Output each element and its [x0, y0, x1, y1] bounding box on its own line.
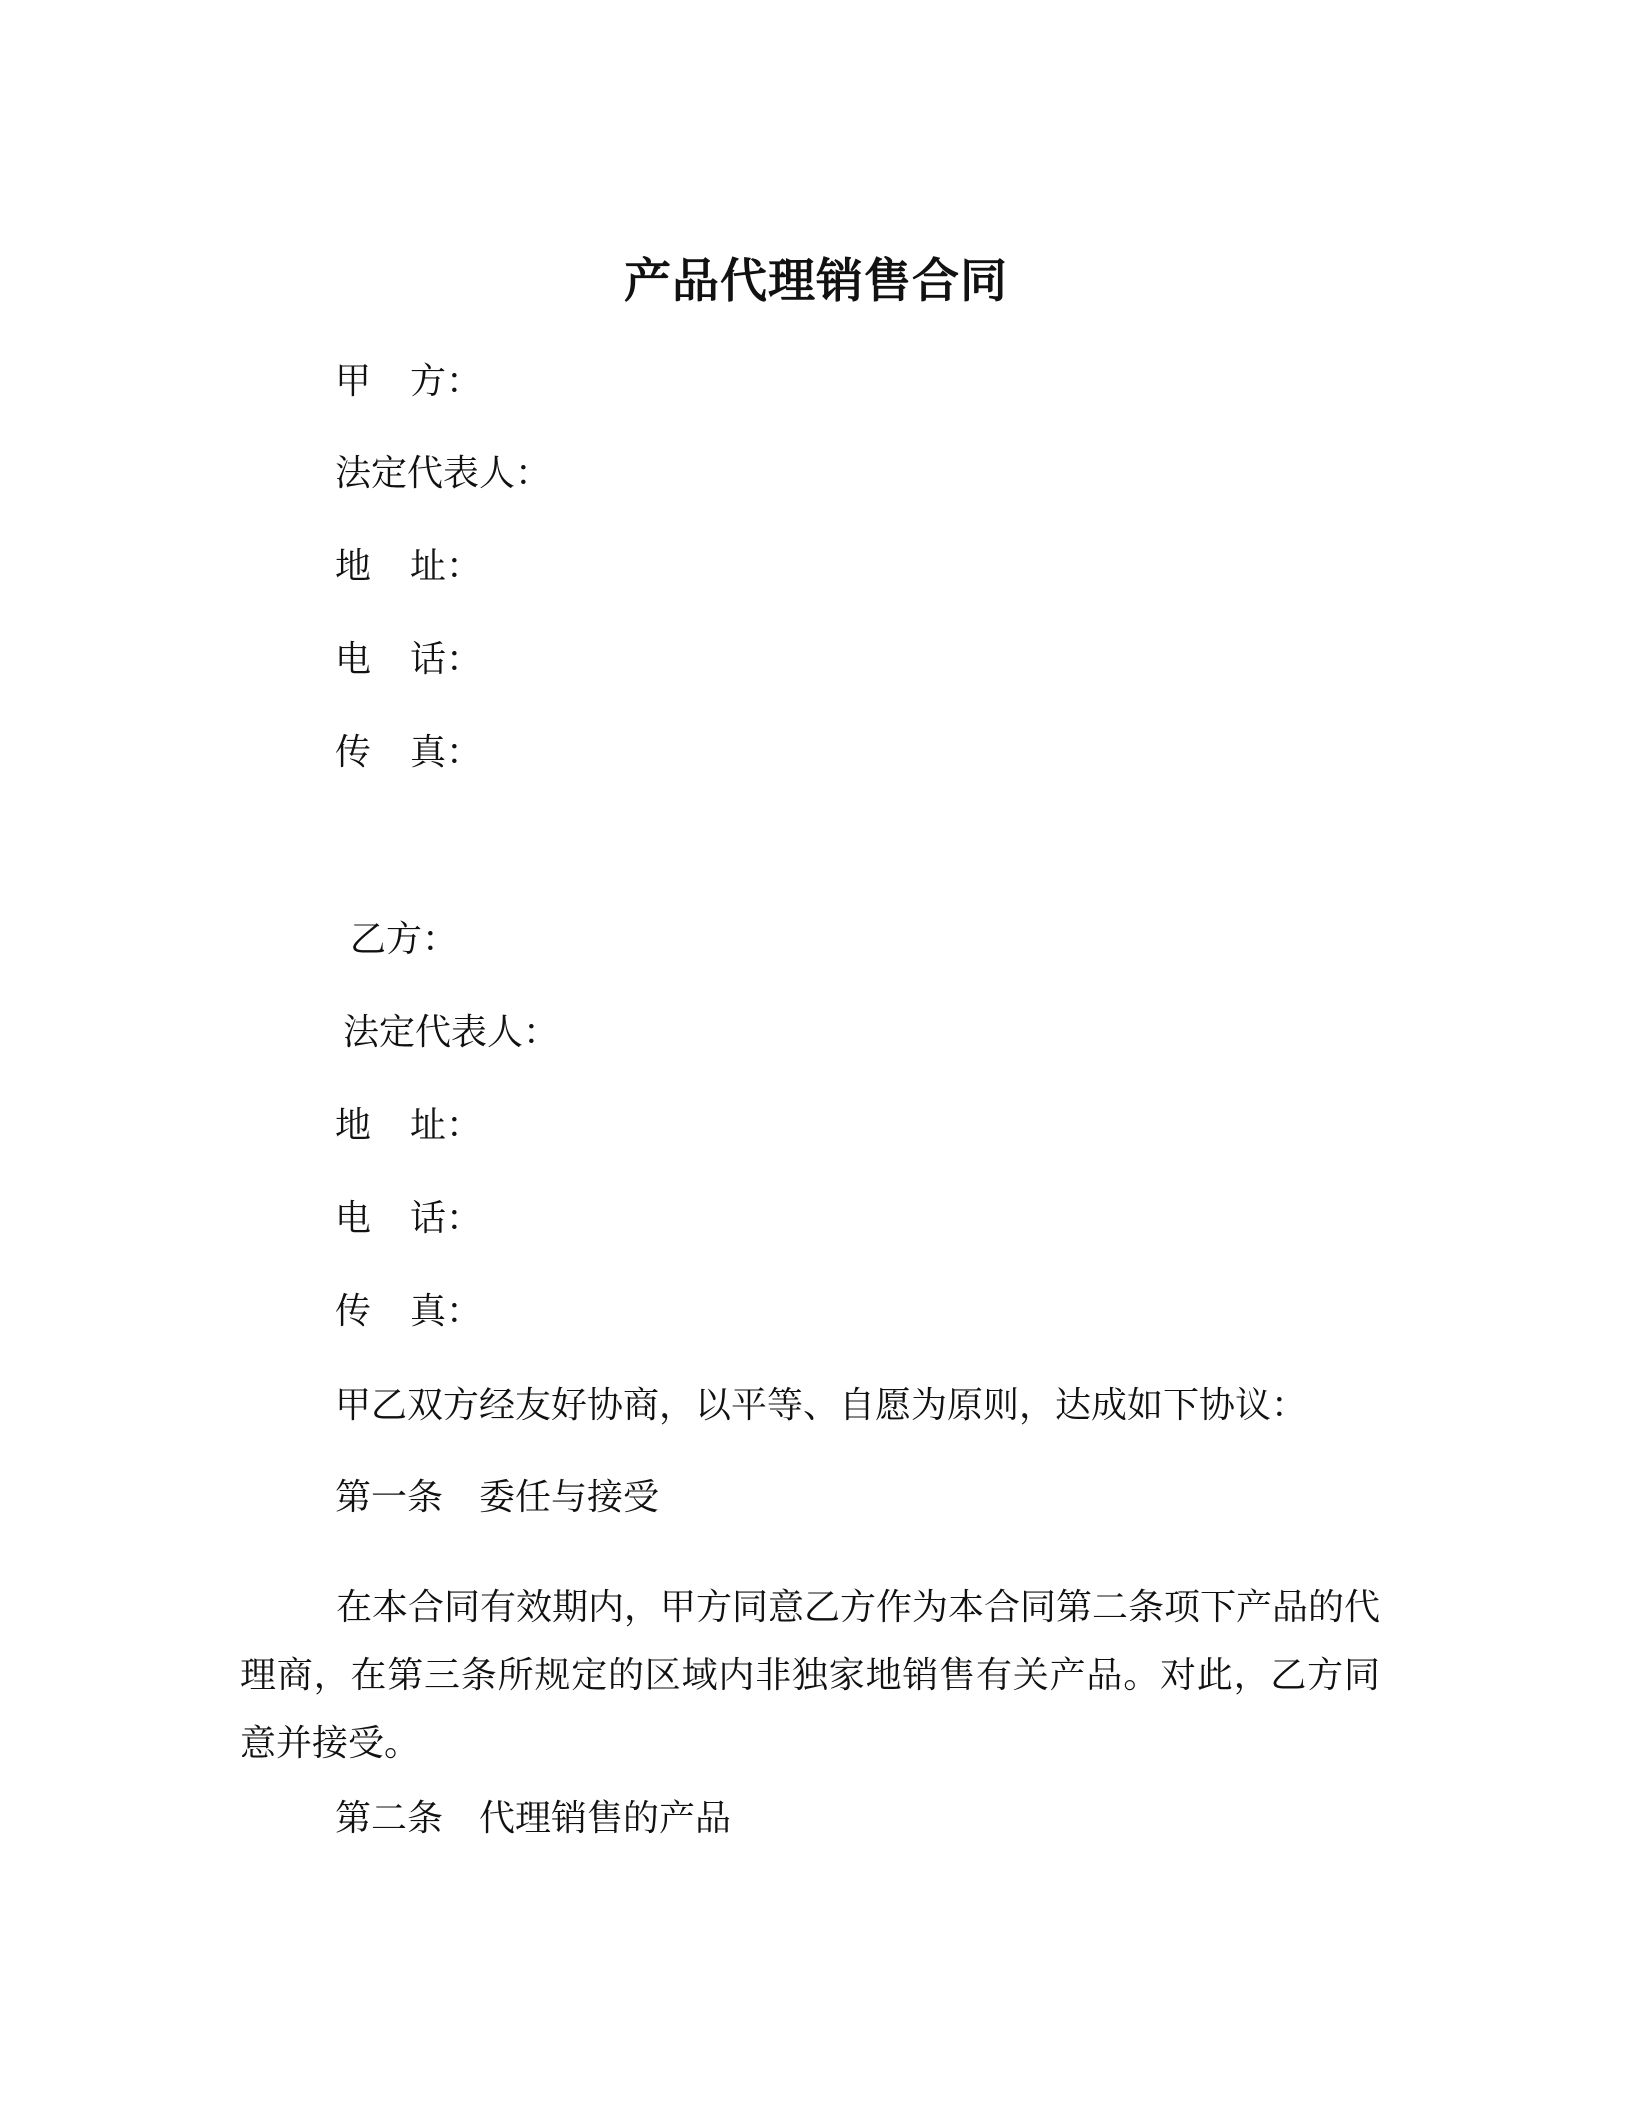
article-2-heading: 第二条 代理销售的产品	[335, 1798, 732, 1839]
article-1-body: 在本合同有效期内，甲方同意乙方作为本合同第二条项下产品的代理商，在第三条所规定的区域内非独家地销售有关产品。对此，乙方同意并接受。	[240, 1587, 1381, 1764]
party-a-rep-label: 法定代表人：	[335, 453, 552, 494]
intro-paragraph: 甲乙双方经友好协商，以平等、自愿为原则，达成如下协议：	[335, 1385, 1308, 1426]
party-a-fax-label-1: 传	[335, 732, 372, 773]
party-a-address-label-2: 址：	[410, 546, 483, 587]
party-b-fax-label-2: 真：	[410, 1291, 483, 1332]
party-b-fax-label-1: 传	[335, 1291, 372, 1332]
party-a-fax-label-2: 真：	[410, 732, 483, 773]
party-b-phone-label-1: 电	[335, 1198, 372, 1239]
party-a-phone-label-1: 电	[335, 639, 372, 680]
document-title: 产品代理销售合同	[624, 254, 1008, 309]
article-1-heading: 第一条 委任与接受	[335, 1477, 660, 1518]
party-b-rep-label: 法定代表人：	[343, 1012, 560, 1053]
party-b-name-label: 乙方：	[350, 919, 459, 960]
party-b-phone-label-2: 话：	[410, 1198, 483, 1239]
party-a-name-label-2: 方：	[410, 361, 483, 402]
party-a-phone-label-2: 话：	[410, 639, 483, 680]
party-b-address-label-2: 址：	[410, 1105, 483, 1146]
party-a-address-label-1: 地	[335, 546, 372, 587]
party-a-name-label-1: 甲	[335, 361, 372, 402]
party-b-address-label-1: 地	[335, 1105, 372, 1146]
